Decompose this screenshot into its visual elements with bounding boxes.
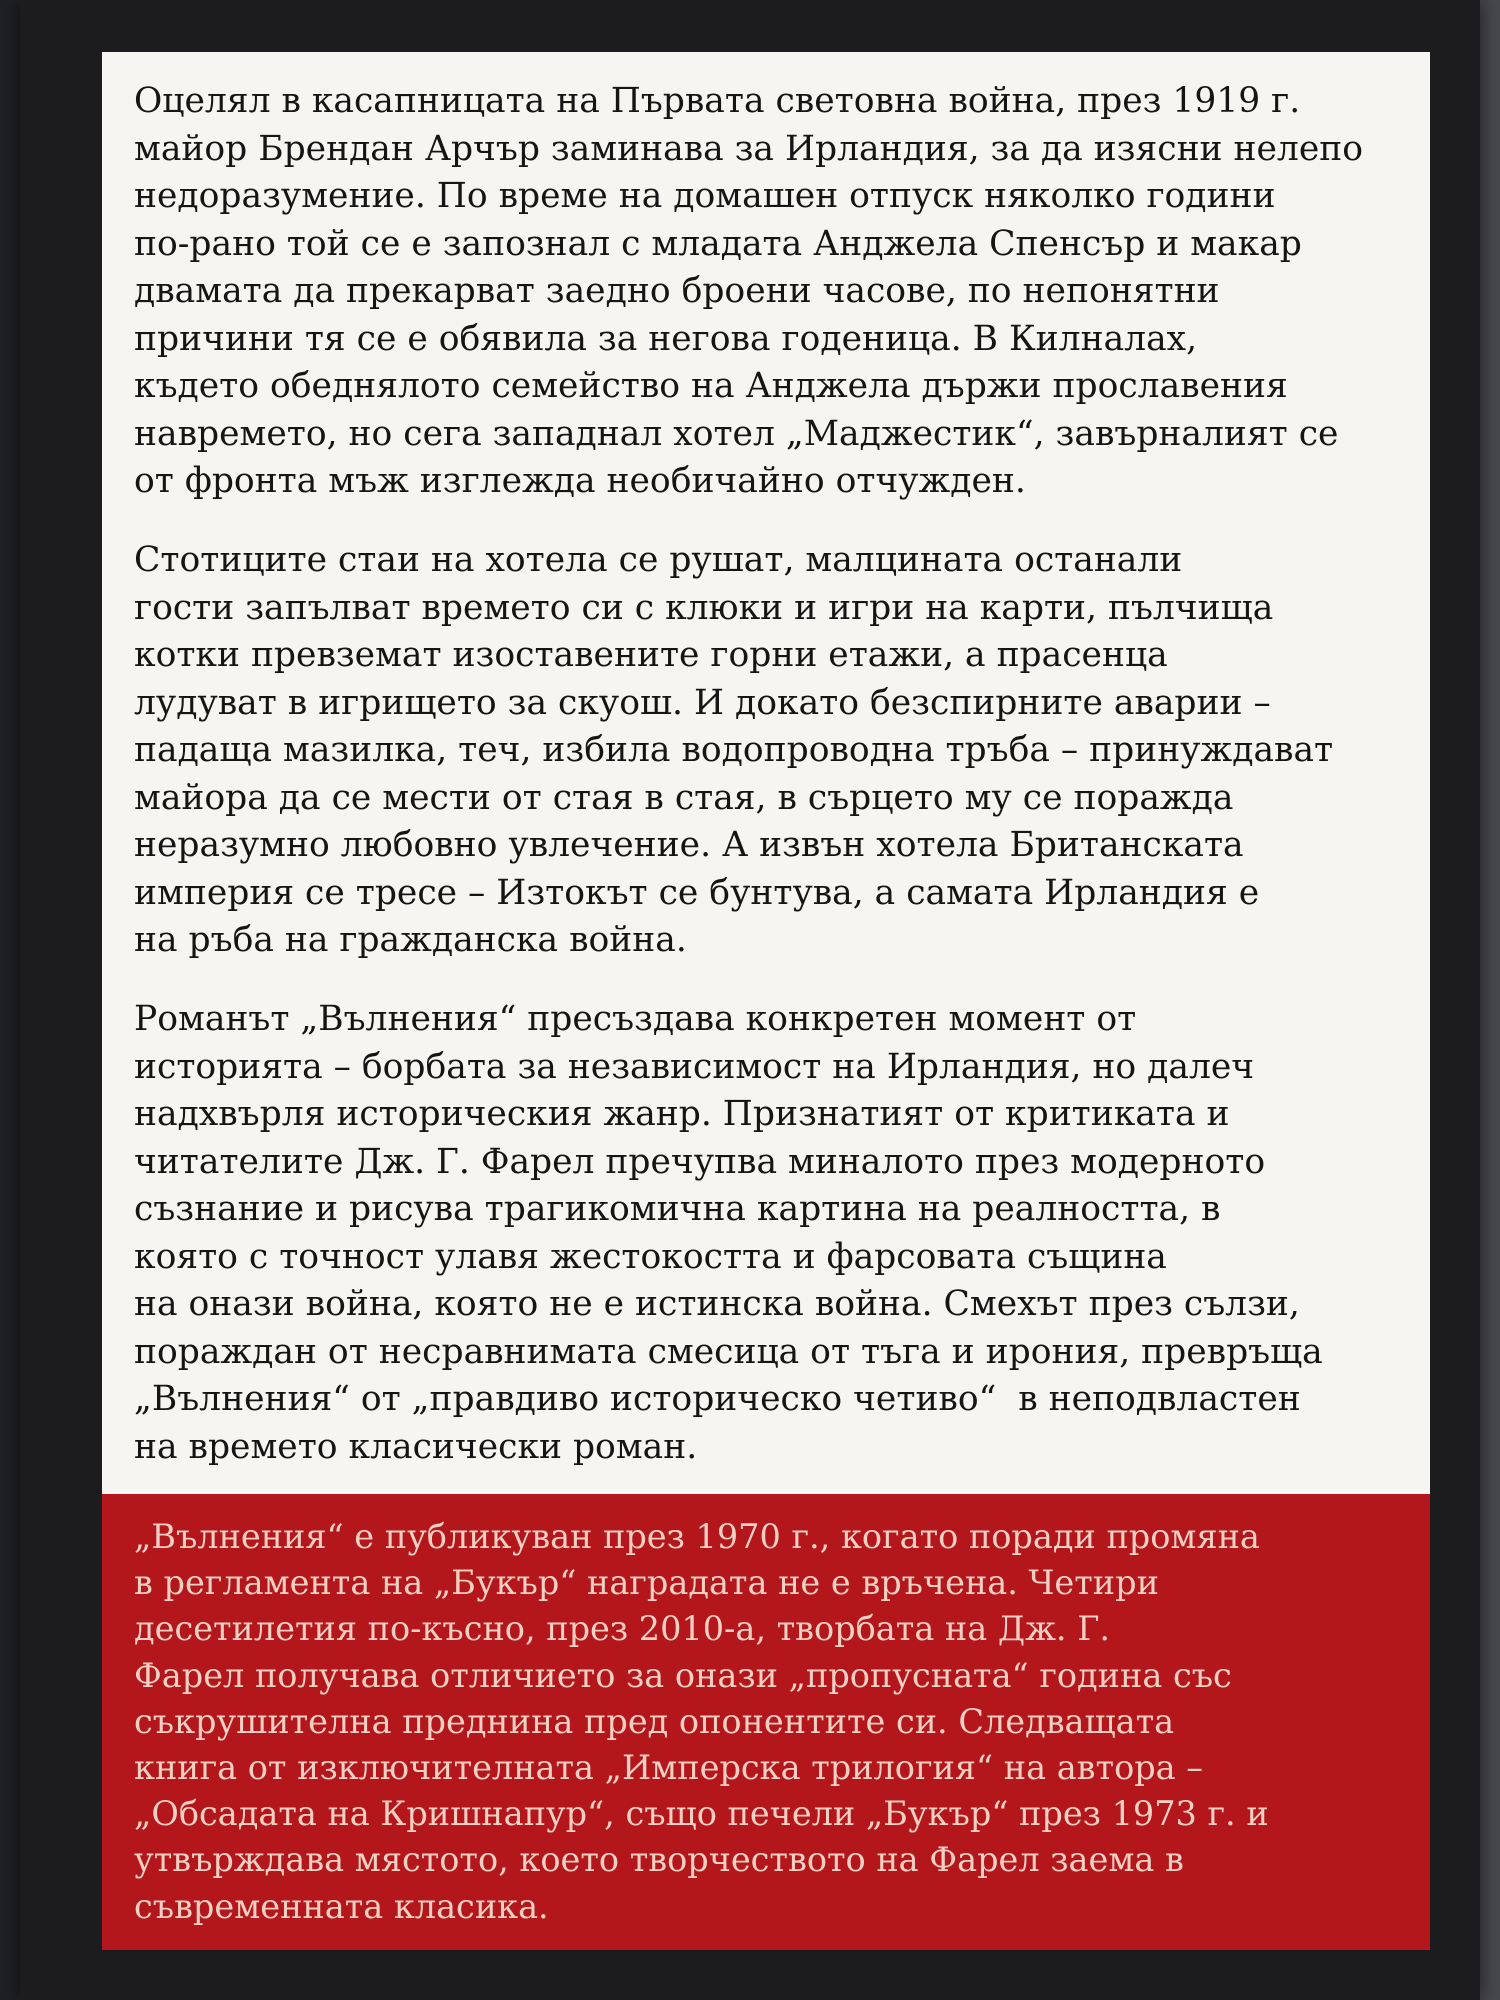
- blurb-paragraph-2: Стотиците стаи на хотела се рушат, малцината останали гости запълват времето си с клюки и игри на карти, пълчища котки превземат изоставените горни етажи, а прасенца лудуват в игрището за скуош. И докато безспирните аварии – падаща мазилка, теч, избила водопроводна тръба – принуждават майора да се мести от стая в стая, в сърцето му се поражда неразумно любовно увлечение. А извън хотела Британската империя се тресе – Изтокът се бунтува, а самата Ирландия е на ръба на гражданска война.: [134, 540, 1334, 960]
- award-note: „Вълнения“ е публикуван през 1970 г., когато поради промяна в регламента на „Букър“ наградата не е връчена. Четири десетилетия по-късно, през 2010-а, творбата на Дж. Г. Фарел получава отличието за онази „пропусната“ година със съкрушителна преднина пред опонентите си. Следващата книга от изключителната „Имперска трилогия“ на автора – „Обсадата на Кришнапур“, също печели „Букър“ през 1973 г. и утвърждава мястото, което творчеството на Фарел заема в съвременната класика.: [134, 1517, 1269, 1926]
- book-back-cover: [20, 0, 1480, 2000]
- blurb-paragraph-3: Романът „Вълнения“ пресъздава конкретен момент от историята – борбата за независимост на Ирландия, но далеч надхвърля историческия жанр. Признатият от критиката и читателите Дж. Г. Фарел пречупва миналото през модерното съзнание и рисува трагикомична картина на реалността, в която с точност улавя жестокостта и фарсовата същина на онази война, която не е истинска война. Смехът през сълзи, пораждан от несравнимата смесица от тъга и ирония, превръща „Вълнения“ от „правдиво историческо четиво“ в неподвластен на времето класически роман.: [134, 999, 1323, 1467]
- cover-content: [102, 52, 1430, 1950]
- blurb-panel: [102, 52, 1430, 1494]
- blurb-paragraph-1: Оцелял в касапницата на Първата световна война, през 1919 г. майор Брендан Арчър заминава за Ирландия, за да изясни нелепо недоразумение. По време на домашен отпуск няколко години по-рано той се е запознал с младата Анджела Спенсър и макар двамата да прекарват заедно броени часове, по непонятни причини тя се е обявила за негова годеница. В Килналах, където обеднялото семейство на Анджела държи прославения навремето, но сега западнал хотел „Маджестик“, завърналият се от фронта мъж изглежда необичайно отчужден.: [134, 81, 1364, 501]
